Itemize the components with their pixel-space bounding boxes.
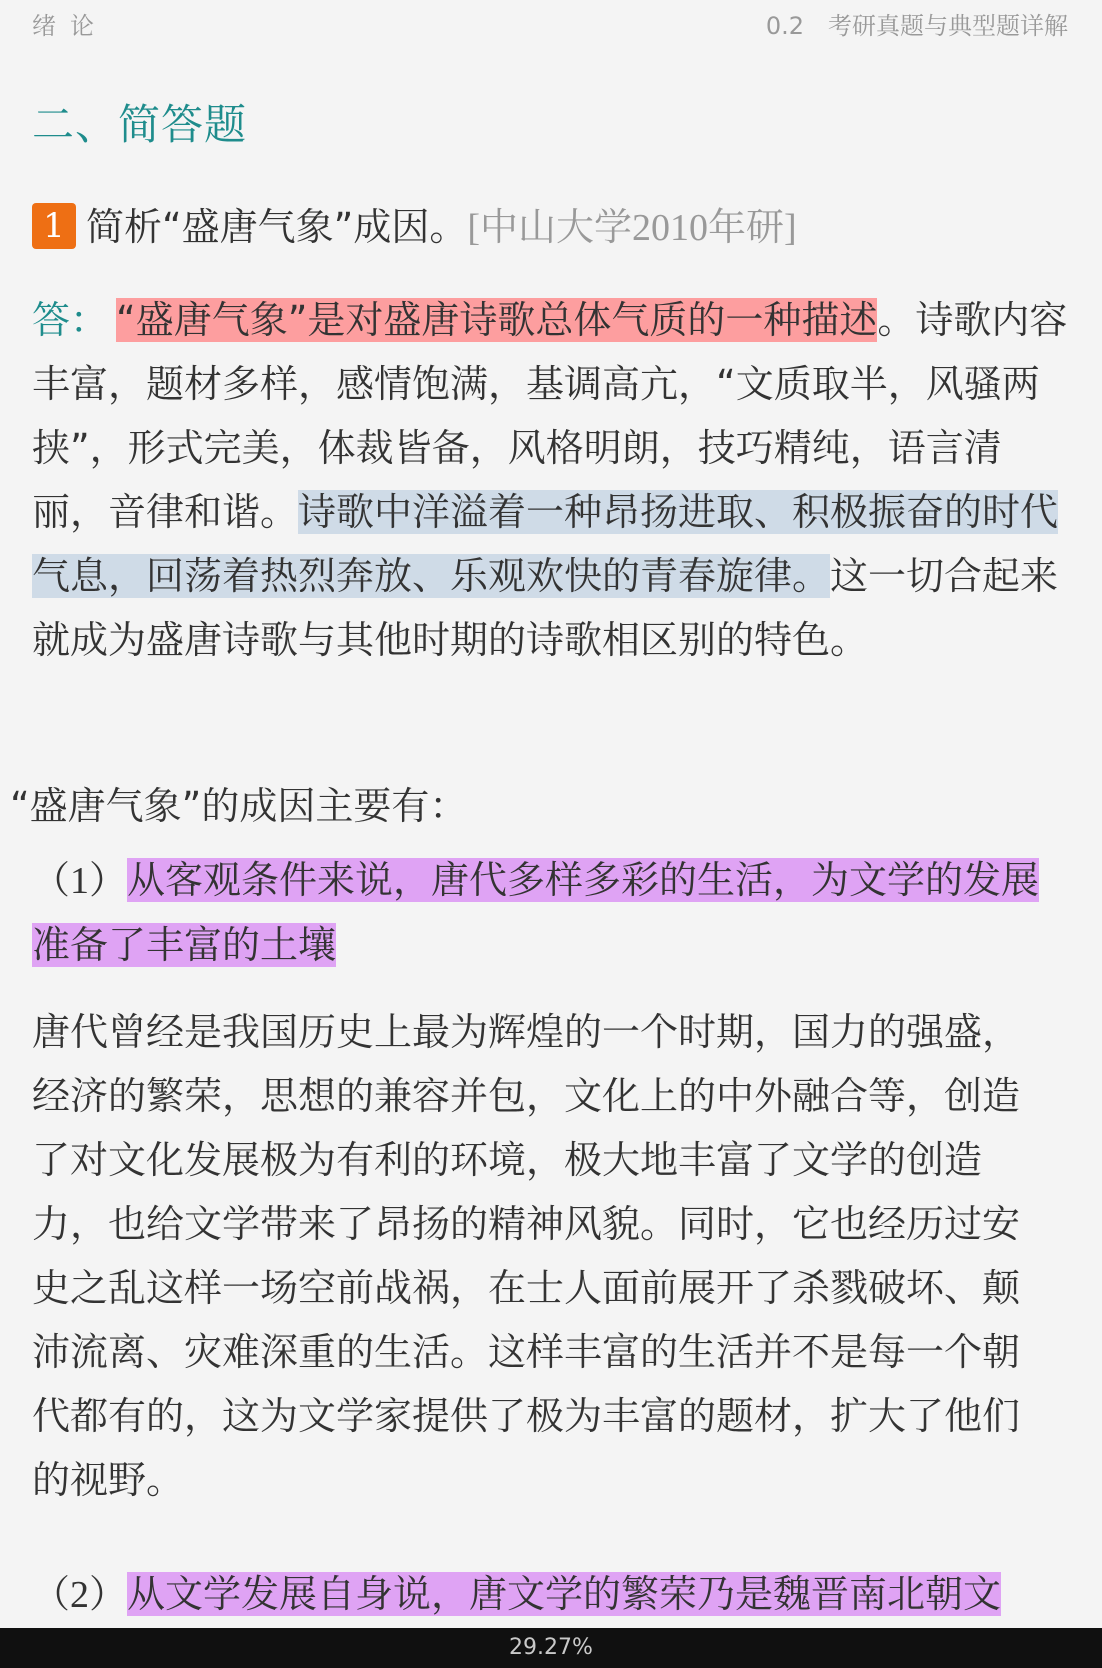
answer-text-continued: 这一切合起来就成为盛唐诗歌与其他时期的诗歌相区别的特色。 bbox=[32, 554, 1059, 662]
section-header-title: 考研真题与典型题详解 bbox=[828, 12, 1068, 40]
highlight-purple[interactable]: 从客观条件来说，唐代多样多彩的生活，为文学的发展准备了丰富的土壤 bbox=[32, 858, 1040, 967]
highlight-red[interactable]: “盛唐气象”是对盛唐诗歌总体气质的一种描述 bbox=[116, 298, 878, 342]
cause-2-heading bbox=[32, 1562, 1072, 1627]
section-number: 0.2 bbox=[765, 12, 804, 40]
question bbox=[32, 196, 797, 251]
highlight-blue[interactable]: 诗歌中洋溢着一种昂扬进取、积极振奋的时代气息，回荡着热烈奔放、乐观欢快的青春旋律。 bbox=[32, 490, 1059, 598]
answer-text: 。诗歌内容丰富，题材多样，感情饱满，基调高亢，“文质取半，风骚两挟”，形式完美，体裁皆备，风格明朗，技巧精纯，语言清丽，音律和谐。 bbox=[32, 298, 1068, 534]
reading-progress: 29.27% bbox=[509, 1635, 593, 1660]
answer-paragraph bbox=[32, 288, 1072, 672]
cause-1-detail: 唐代曾经是我国历史上最为辉煌的一个时期，国力的强盛，经济的繁荣，思想的兼容并包，文化上的中外融合等，创造了对文化发展极为有利的环境，极大地丰富了文学的创造力，也给文学带来了昂扬的精神风貌。同时，它也经历过安史之乱这样一场空前战祸，在士人面前展开了杀戮破坏、颠沛流离、灾难深重的生活。这样丰富的生活并不是每一个朝代都有的，这为文学家提供了极为丰富的题材，扩大了他们的视野。 bbox=[32, 1010, 1021, 1502]
question-number-badge: 1 bbox=[32, 203, 76, 249]
highlight-purple[interactable]: 从文学发展自身说，唐文学的繁荣乃是魏晋南北朝文 bbox=[127, 1572, 1002, 1616]
causes-intro: “盛唐气象”的成因主要有： bbox=[10, 784, 468, 828]
cause-1-heading bbox=[32, 848, 1072, 977]
chapter-header: 绪论 bbox=[32, 12, 108, 40]
cause-1-label: （1） bbox=[32, 860, 128, 902]
question-source: [中山大学2010年研] bbox=[467, 207, 797, 249]
reading-progress-bar bbox=[0, 1628, 1102, 1668]
answer-label: 答： bbox=[32, 298, 109, 342]
section-title: 二、简答题 bbox=[32, 100, 248, 149]
question-text: 简析“盛唐气象”成因。 bbox=[86, 205, 468, 249]
cause-2-label: （2） bbox=[32, 1574, 128, 1616]
section-header bbox=[766, 6, 1068, 41]
